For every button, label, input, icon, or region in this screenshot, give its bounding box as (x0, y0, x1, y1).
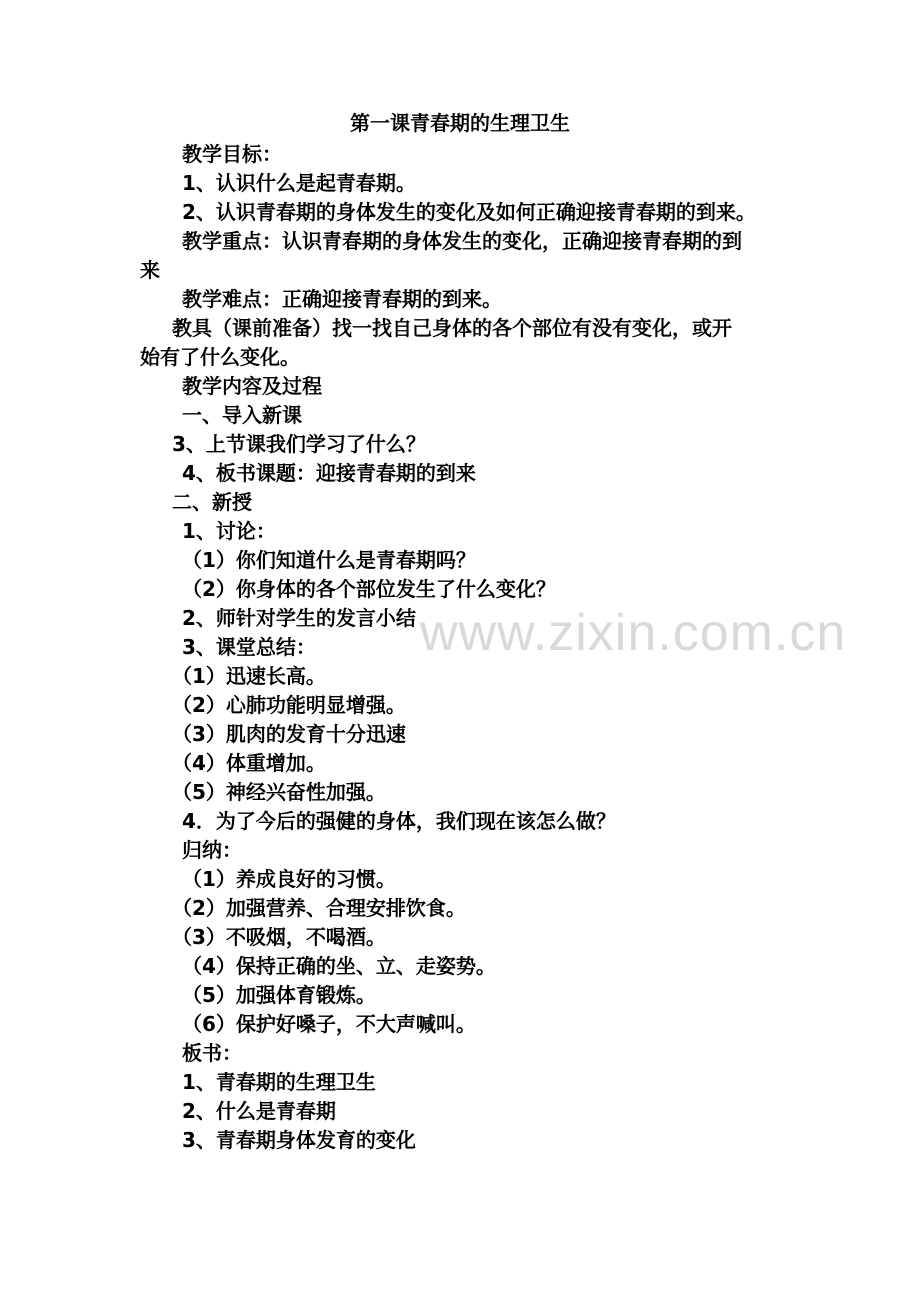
line-intro-3: 3、上节课我们学习了什么？ (172, 432, 426, 456)
line-teaching-goals-heading: 教学目标： (182, 142, 282, 166)
line-teacher-summary: 2、师针对学生的发言小结 (182, 606, 416, 630)
line-question-4: 4．为了今后的强健的身体，我们现在该怎么做？ (182, 809, 616, 833)
line-summary-4: （4）体重增加。 (172, 751, 326, 775)
line-blackboard-1: 1、青春期的生理卫生 (182, 1070, 376, 1094)
line-conclusion-5: （5）加强体育锻炼。 (182, 983, 376, 1007)
line-section-2: 二、新授 (172, 490, 252, 514)
line-discussion: 1、讨论： (182, 519, 276, 543)
line-discussion-q2: （2）你身体的各个部位发生了什么变化？ (182, 577, 556, 601)
line-conclusion-4: （4）保持正确的坐、立、走姿势。 (182, 954, 496, 978)
line-goal-1: 1、认识什么是起青春期。 (182, 171, 416, 195)
line-key-points-cont: 来 (140, 258, 160, 282)
line-difficulty: 教学难点：正确迎接青春期的到来。 (182, 287, 502, 311)
line-teaching-aids-cont: 始有了什么变化。 (140, 345, 300, 369)
line-conclusion-6: （6）保护好嗓子，不大声喊叫。 (182, 1012, 476, 1036)
line-blackboard-3: 3、青春期身体发育的变化 (182, 1128, 416, 1152)
line-teaching-aids: 教具（课前准备）找一找自己身体的各个部位有没有变化，或开 (172, 316, 732, 340)
line-conclusion-1: （1）养成良好的习惯。 (182, 867, 396, 891)
document-title: 第一课青春期的生理卫生 (350, 111, 570, 135)
line-discussion-q1: （1）你们知道什么是青春期吗？ (182, 548, 476, 572)
line-summary-1: （1）迅速长高。 (172, 664, 326, 688)
line-conclusion-3: （3）不吸烟，不喝酒。 (172, 925, 386, 949)
line-summary-3: （3）肌肉的发育十分迅速 (172, 722, 406, 746)
line-intro-4: 4、板书课题：迎接青春期的到来 (182, 461, 476, 485)
line-blackboard-heading: 板书： (182, 1041, 242, 1065)
line-blackboard-2: 2、什么是青春期 (182, 1099, 336, 1123)
line-section-1: 一、导入新课 (182, 403, 302, 427)
line-content-heading: 教学内容及过程 (182, 374, 322, 398)
watermark: www.zixin.com.cn (420, 604, 847, 662)
line-class-summary: 3、课堂总结： (182, 635, 316, 659)
line-summary-5: （5）神经兴奋性加强。 (172, 780, 386, 804)
line-conclusion-2: （2）加强营养、合理安排饮食。 (172, 896, 466, 920)
line-key-points: 教学重点：认识青春期的身体发生的变化，正确迎接青春期的到 (182, 229, 742, 253)
line-conclusion-heading: 归纳： (182, 838, 242, 862)
line-goal-2: 2、认识青春期的身体发生的变化及如何正确迎接青春期的到来。 (182, 200, 756, 224)
line-summary-2: （2）心肺功能明显增强。 (172, 693, 406, 717)
